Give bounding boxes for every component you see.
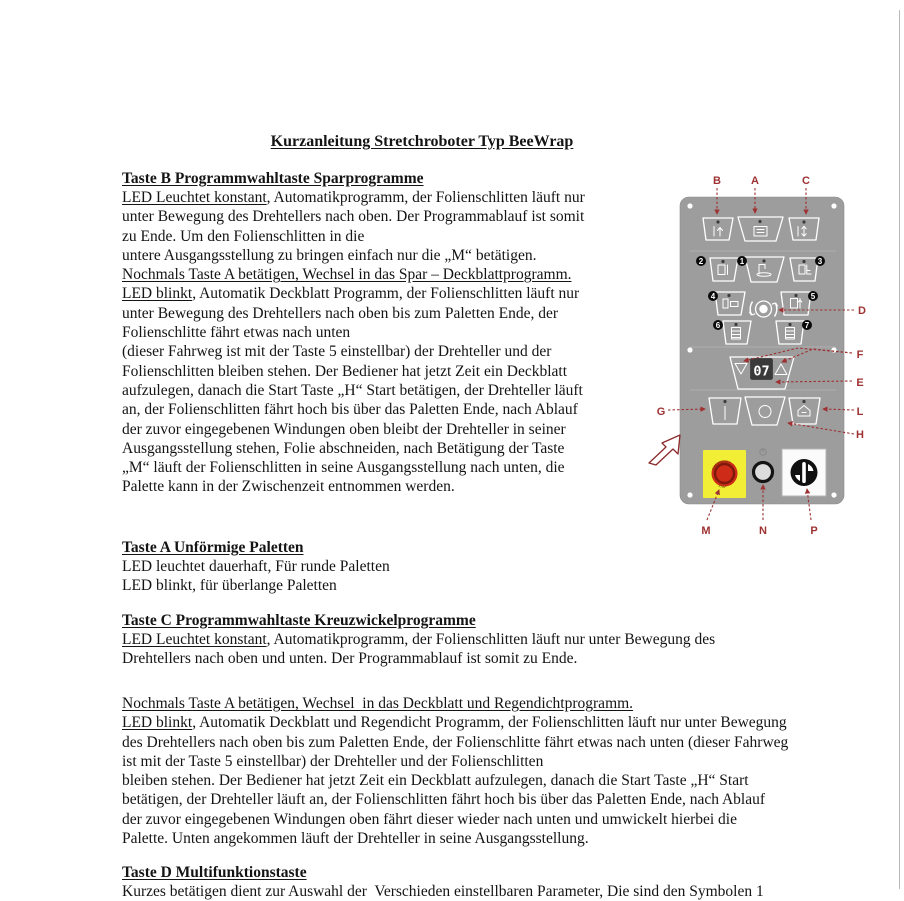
text-segment: LED leuchtet dauerhaft, Für runde Paletten — [122, 558, 390, 575]
text-line — [122, 400, 585, 419]
led-dot — [802, 400, 805, 403]
text-segment: Folienschlitten bleiben stehen. Der Bediener hat jetzt Zeit ein Deckblatt — [122, 362, 568, 380]
text-segment: , Automatik Deckblatt und Regendicht Programm, der Folienschlitten läuft nur unter Bewegung — [192, 714, 787, 732]
text-line — [122, 630, 715, 649]
badge-number-2: 2 — [698, 256, 704, 266]
text-segment: Nochmals Taste A betätigen, Wechsel in das Spar – Deckblattprogramm. — [122, 266, 572, 284]
key-switch-control — [782, 449, 826, 496]
text-segment: LED blinkt — [122, 285, 193, 303]
text-line — [122, 362, 585, 381]
label-G: G — [656, 406, 666, 418]
text-line — [122, 439, 585, 458]
emergency-text-bottom: STOP — [717, 483, 726, 490]
label-C: C — [802, 175, 810, 187]
text-segment: , Automatik Deckblatt Programm, der Folienschlitten läuft nur — [192, 285, 580, 303]
label-M: M — [701, 525, 711, 537]
text-segment: ist mit der Taste 5 einstellbar) der Drehteller und der Folienschlitten — [122, 752, 544, 770]
led-dot — [734, 323, 737, 326]
text-segment: des Drehtellers nach oben bis zum Paletten Ende, der Folienschlitte fährt etwas nach unten (dieser Fahrweg — [122, 733, 789, 751]
text-segment: Kurzes betätigen dient zur Auswahl der Verschieden einstellbaren Parameter, Die sind den Symbolen 1 — [122, 883, 764, 900]
text-segment: betätigen, der Drehteller läuft an, der Folienschlitten fährt hoch bis über das Paletten Ende, nach Ablauf — [122, 791, 766, 809]
text-segment: LED Leuchtet konstant — [122, 631, 267, 648]
section-heading: Taste C Programmwahltaste Kreuzwickelprogramme — [122, 612, 476, 629]
text-line — [122, 649, 715, 668]
text-segment: Palette kann in der Zwischenzeit entnommen werden. — [122, 478, 455, 496]
text-segment: unter Bewegung des Drehtellers nach oben. Der Programmablauf ist somit — [122, 208, 585, 226]
page-edge-line — [899, 10, 900, 889]
badge-number-7: 7 — [804, 320, 810, 330]
emergency-stop-control — [703, 450, 746, 498]
hand-drawn-arrow-icon — [649, 435, 680, 465]
section-heading: Taste B Programmwahltaste Sparprogramme — [122, 170, 424, 187]
text-segment: LED blinkt — [122, 714, 193, 732]
text-line — [122, 188, 585, 207]
paragraph — [122, 882, 764, 901]
led-dot — [723, 400, 726, 403]
section-heading: Taste A Unförmige Paletten — [122, 539, 304, 556]
led-dot — [788, 323, 791, 326]
text-segment: an, der Folienschlitten fährt hoch bis über das Paletten Ende, nach Ablauf — [122, 401, 578, 419]
label-F: F — [856, 349, 864, 361]
badge-number-6: 6 — [715, 320, 721, 330]
text-segment: Ausgangsstellung stehen, Folie abschneiden, nach Betätigung der Taste — [122, 439, 565, 457]
text-segment: Folienschlitte fährt etwas nach unten — [122, 324, 351, 342]
label-H: H — [856, 429, 864, 441]
text-segment: LED blinkt, für überlange Paletten — [122, 577, 337, 595]
label-N: N — [759, 525, 767, 537]
text-line — [122, 557, 390, 576]
text-line — [122, 284, 585, 303]
text-segment: der zuvor eingegebenen Windungen oben bleibt der Drehteller in seiner — [122, 420, 566, 438]
display-value: 07 — [753, 363, 770, 380]
section-heading: Taste D Multifunktionstaste — [122, 864, 307, 881]
led-dot — [721, 260, 724, 263]
text-line — [122, 246, 585, 265]
text-segment: Nochmals Taste A betätigen, Wechsel in das Deckblatt und Regendichtprogramm. — [122, 695, 634, 712]
text-segment: aufzulegen, danach die Start Taste „H“ Start betätigen, der Drehteller läuft — [122, 381, 583, 399]
text-segment: bleiben stehen. Der Bediener hat jetzt Zeit ein Deckblatt aufzulegen, danach die Start Taste „H“ Start — [122, 772, 749, 790]
text-segment: „M“ läuft der Folienschlitten in seine Ausgangsstellung nach unten, die — [122, 459, 565, 477]
text-segment: LED Leuchtet konstant — [122, 189, 267, 206]
text-segment: Drehtellers nach oben und unten. Der Programmablauf ist somit zu Ende. — [122, 650, 578, 668]
text-line — [122, 694, 788, 713]
text-line — [122, 713, 788, 732]
led-dot — [727, 294, 730, 297]
text-segment: unter Bewegung des Drehtellers nach oben bis zum Paletten Ende, der — [122, 304, 559, 322]
text-segment: , Automatikprogramm, der Folienschlitten läuft nur unter Bewegung des — [266, 631, 716, 648]
rotate-button-center — [759, 305, 767, 313]
text-line — [122, 733, 788, 752]
text-line — [122, 381, 585, 400]
led-dot — [802, 260, 805, 263]
led-dot — [762, 259, 765, 262]
label-D: D — [858, 305, 866, 317]
text-line — [122, 323, 585, 342]
led-dot — [794, 294, 797, 297]
text-line — [122, 882, 764, 901]
paragraph — [122, 694, 788, 848]
text-line — [122, 752, 788, 771]
text-line — [122, 227, 585, 246]
badge-number-1: 1 — [739, 256, 745, 266]
document-title: Kurzanleitung Stretchroboter Typ BeeWrap — [270, 133, 574, 150]
label-L: L — [856, 406, 864, 418]
paragraph — [122, 557, 390, 596]
paragraph — [122, 188, 585, 497]
text-line — [122, 477, 585, 496]
emergency-text-top: EMERGENCY — [711, 459, 732, 471]
text-line — [122, 420, 585, 439]
led-dot — [716, 220, 719, 223]
led-dot — [802, 220, 805, 223]
badge-number-5: 5 — [810, 291, 816, 301]
text-line — [122, 771, 788, 790]
text-line — [122, 829, 788, 848]
text-segment: (dieser Fahrweg ist mit der Taste 5 einstellbar) der Drehteller und der — [122, 343, 552, 361]
paragraph — [122, 630, 715, 669]
text-line — [122, 810, 788, 829]
text-line — [122, 304, 585, 323]
text-segment: der zuvor eingegebenen Windungen oben fährt dieser wieder nach unten und umwickelt hierbei die — [122, 810, 737, 828]
text-line — [122, 207, 585, 226]
text-line — [122, 342, 585, 361]
badge-number-3: 3 — [817, 256, 823, 266]
label-P: P — [810, 525, 818, 537]
text-segment: zu Ende. Um den Folienschlitten in die — [122, 227, 365, 245]
label-E: E — [856, 377, 864, 389]
text-line — [122, 265, 585, 284]
led-dot — [758, 220, 761, 223]
text-segment: Palette. Unten angekommen läuft der Drehteller in seine Ausgangsstellung. — [122, 830, 589, 848]
label-B: B — [713, 175, 721, 187]
text-segment: , Automatikprogramm, der Folienschlitten läuft nur — [266, 189, 585, 206]
text-line — [122, 790, 788, 809]
label-A: A — [751, 175, 759, 187]
power-round-button — [754, 463, 773, 482]
badge-number-4: 4 — [710, 291, 716, 301]
control-panel-diagram — [648, 168, 904, 548]
text-line — [122, 576, 390, 595]
text-line — [122, 458, 585, 477]
text-segment: untere Ausgangsstellung zu bringen einfach nur die „M“ betätigen. — [122, 246, 537, 264]
